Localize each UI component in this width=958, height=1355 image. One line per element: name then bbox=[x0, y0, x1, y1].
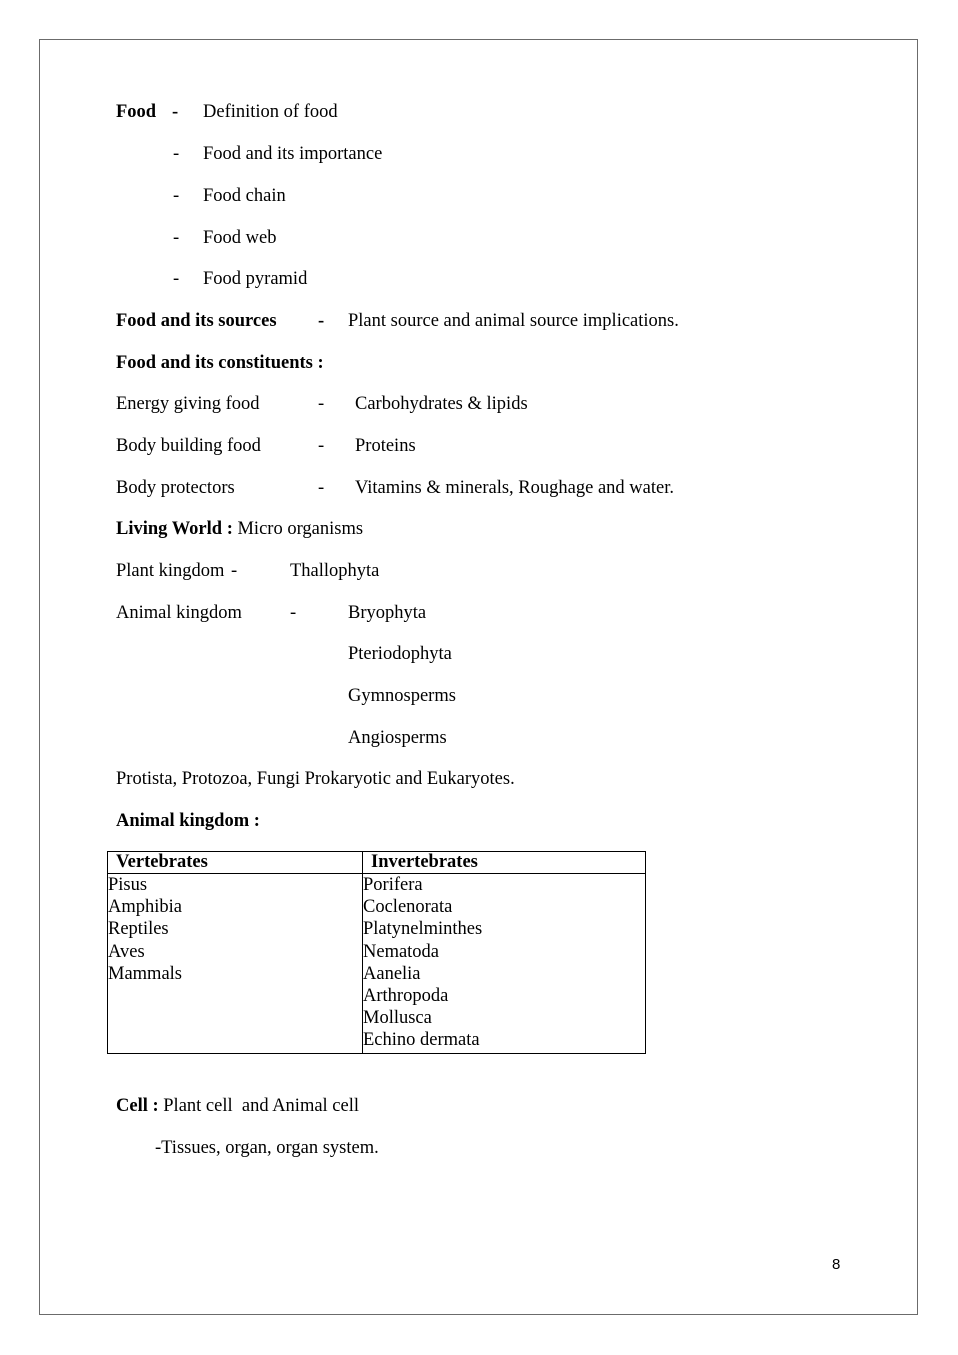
page-border bbox=[39, 39, 918, 1315]
constituents-heading: Food and its constituents : bbox=[116, 353, 324, 373]
plant-group: Bryophyta bbox=[348, 603, 427, 623]
invertebrates-cell bbox=[363, 874, 646, 1054]
vertebrates-header: Vertebrates bbox=[108, 852, 363, 874]
constituent-dash: - bbox=[318, 436, 325, 456]
food-item: Definition of food bbox=[203, 102, 338, 122]
food-item-dash: - bbox=[173, 228, 180, 248]
table-body-row bbox=[108, 874, 646, 1054]
cell-subtext: -Tissues, organ, organ system. bbox=[155, 1138, 379, 1158]
cell-text: Plant cell and Animal cell bbox=[163, 1096, 360, 1116]
constituent-dash: - bbox=[318, 394, 325, 414]
vertebrate-item: Reptiles bbox=[108, 919, 169, 940]
plant-group: Angiosperms bbox=[348, 728, 447, 748]
cell-line bbox=[116, 1095, 359, 1117]
protista-text: Protista, Protozoa, Fungi Prokaryotic and Eukaryotes. bbox=[116, 769, 515, 789]
sources-text: Plant source and animal source implications. bbox=[348, 311, 679, 331]
plant-kingdom-value: Thallophyta bbox=[290, 561, 380, 581]
constituent-label: Body protectors bbox=[116, 478, 235, 498]
food-item: Food and its importance bbox=[203, 144, 383, 164]
food-heading-dash: - bbox=[172, 102, 179, 122]
vertebrate-item: Pisus bbox=[108, 875, 148, 895]
vertebrates-cell bbox=[108, 874, 363, 1054]
animal-kingdom-table bbox=[107, 851, 646, 1054]
food-item-dash: - bbox=[173, 269, 180, 289]
invertebrate-item: Porifera bbox=[363, 875, 423, 895]
table-header-row bbox=[108, 852, 646, 874]
living-world-line bbox=[116, 518, 363, 540]
living-world-text: Micro organisms bbox=[237, 519, 364, 539]
invertebrate-item: Platynelminthes bbox=[363, 919, 483, 940]
invertebrate-item: Mollusca bbox=[363, 1008, 432, 1029]
food-item-dash: - bbox=[173, 186, 180, 206]
food-heading: Food bbox=[116, 102, 157, 122]
sources-dash: - bbox=[318, 311, 325, 331]
food-item: Food pyramid bbox=[203, 269, 308, 289]
plant-kingdom-dash: - bbox=[231, 561, 238, 581]
animal-kingdom-label: Animal kingdom bbox=[116, 603, 242, 623]
cell-heading: Cell : bbox=[116, 1096, 159, 1116]
invertebrate-item: Aanelia bbox=[363, 963, 421, 984]
constituent-value: Carbohydrates & lipids bbox=[355, 394, 528, 414]
food-item: Food chain bbox=[203, 186, 286, 206]
constituent-value: Vitamins & minerals, Roughage and water. bbox=[355, 478, 674, 498]
page-number: 8 bbox=[832, 1256, 841, 1273]
invertebrate-item: Coclenorata bbox=[363, 897, 453, 918]
invertebrate-item: Arthropoda bbox=[363, 986, 449, 1007]
vertebrate-item: Aves bbox=[108, 941, 145, 962]
animal-kingdom-dash: - bbox=[290, 603, 297, 623]
vertebrate-item: Amphibia bbox=[108, 897, 182, 918]
living-world-heading: Living World : bbox=[116, 519, 233, 539]
constituent-label: Energy giving food bbox=[116, 394, 260, 414]
animal-kingdom-heading: Animal kingdom : bbox=[116, 811, 260, 831]
vertebrate-item: Mammals bbox=[108, 963, 182, 984]
constituent-label: Body building food bbox=[116, 436, 261, 456]
food-item-dash: - bbox=[173, 144, 180, 164]
invertebrate-item: Nematoda bbox=[363, 941, 440, 962]
sources-heading: Food and its sources bbox=[116, 311, 277, 331]
food-item: Food web bbox=[203, 228, 277, 248]
invertebrate-item: Echino dermata bbox=[363, 1030, 480, 1051]
constituent-value: Proteins bbox=[355, 436, 416, 456]
plant-group: Pteriodophyta bbox=[348, 644, 452, 664]
invertebrates-header: Invertebrates bbox=[363, 852, 646, 874]
plant-group: Gymnosperms bbox=[348, 686, 456, 706]
constituent-dash: - bbox=[318, 478, 325, 498]
plant-kingdom-label: Plant kingdom bbox=[116, 561, 225, 581]
